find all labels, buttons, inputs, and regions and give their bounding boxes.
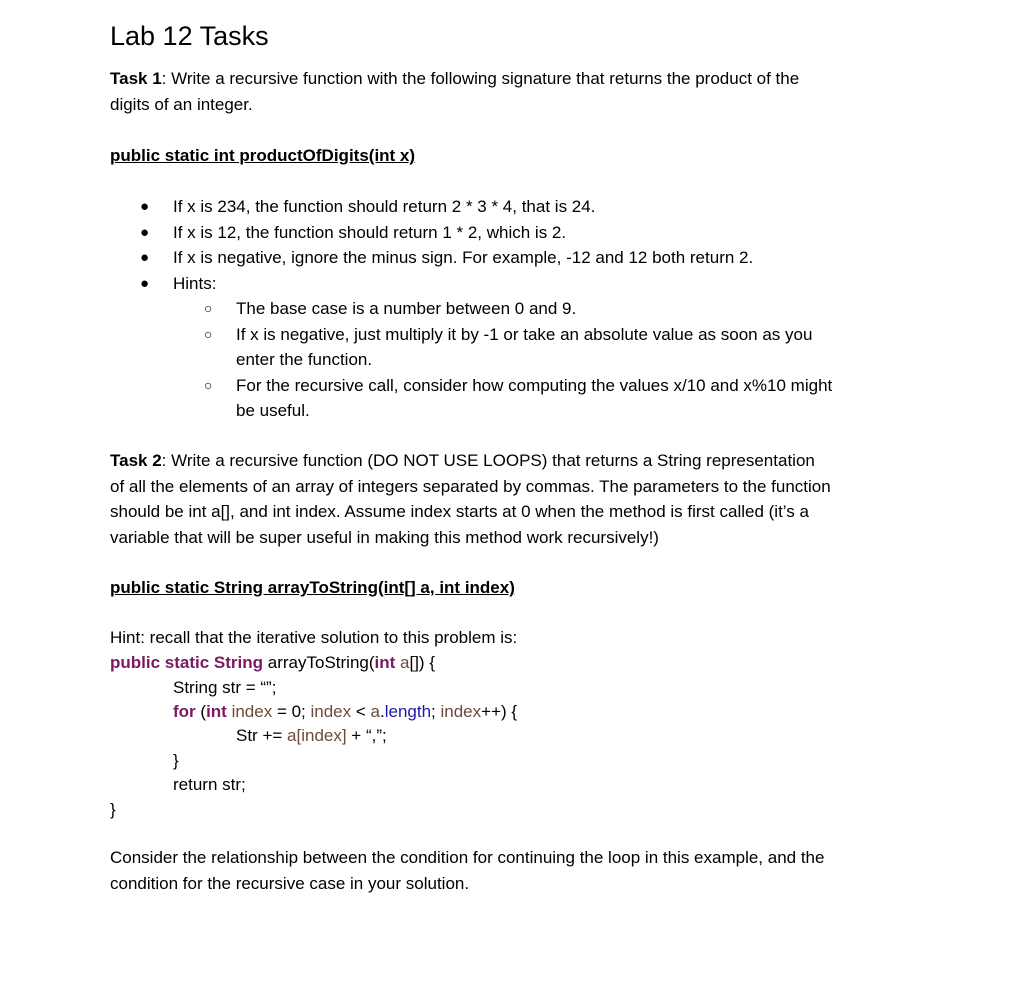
code-keyword: public static String [110, 653, 264, 672]
closing-line2: condition for the recursive case in your solution. [110, 873, 470, 893]
circle-bullet-icon: ○ [204, 377, 213, 393]
code-field: length [384, 702, 432, 721]
code-line-2: String str = “”; [173, 678, 277, 697]
task1-label: Task 1 [110, 69, 162, 88]
code-variable: index [310, 702, 352, 721]
code-text: ; [431, 702, 441, 721]
bullet-icon: ● [140, 198, 150, 215]
bullet-icon: ● [140, 275, 150, 292]
task2-signature: public static String arrayToString(int[] a, int index) [110, 578, 515, 597]
code-text: []) { [409, 653, 435, 672]
hint-text: be useful. [236, 401, 310, 420]
bullet-text: If x is negative, ignore the minus sign. For example, -12 and 12 both return 2. [173, 248, 754, 267]
bullet-text: If x is 12, the function should return 1 * 2, which is 2. [173, 223, 567, 242]
code-text: . [379, 702, 385, 721]
code-text: Str += [236, 726, 288, 745]
code-text: + “,”; [346, 726, 387, 745]
task2-description [110, 448, 930, 550]
code-variable: index [440, 702, 482, 721]
code-variable: a [370, 702, 380, 721]
closing-line1: Consider the relationship between the condition for continuing the loop in this example, and the [110, 848, 825, 867]
bullet-text: If x is 234, the function should return 2 * 3 * 4, that is 24. [173, 197, 596, 216]
code-keyword: int [206, 702, 227, 721]
bullet-icon: ● [140, 249, 150, 266]
code-line-7: } [110, 800, 116, 819]
bullet-text: Hints: [173, 274, 217, 293]
code-keyword: for [173, 702, 196, 721]
code-text: < [351, 702, 371, 721]
code-text: arrayToString( [263, 653, 375, 672]
hint-text: If x is negative, just multiply it by -1 or take an absolute value as soon as you [236, 325, 813, 344]
task2-text-line4: variable that will be super useful in making this method work recursively!) [110, 527, 659, 547]
task2-label: Task 2 [110, 451, 162, 470]
code-variable: a[index] [287, 726, 347, 745]
task2-text-line3: should be int a[], and int index. Assume index starts at 0 when the method is first called (it’s a [110, 502, 809, 521]
code-text: = 0; [272, 702, 311, 721]
code-line-4 [236, 724, 387, 748]
task1-text-line2: digits of an integer. [110, 94, 253, 114]
code-text: ( [195, 702, 207, 721]
task2-closing [110, 845, 930, 896]
task1-text-line1: : Write a recursive function with the following signature that returns the product of the [161, 69, 800, 88]
task1-signature: public static int productOfDigits(int x) [110, 146, 416, 165]
code-text: ++) { [481, 702, 518, 721]
code-keyword: int [374, 653, 396, 672]
task2-text-line2: of all the elements of an array of integers separated by commas. The parameters to the function [110, 476, 831, 496]
hint-intro: Hint: recall that the iterative solution to this problem is: [110, 628, 518, 647]
page-title: Lab 12 Tasks [110, 21, 269, 51]
code-line-3 [173, 700, 517, 724]
circle-bullet-icon: ○ [204, 326, 213, 342]
hint-text: For the recursive call, consider how computing the values x/10 and x%10 might [236, 376, 833, 395]
code-variable: a [395, 653, 410, 672]
code-line-1 [110, 651, 435, 675]
code-line-5: } [173, 751, 179, 770]
task1-description [110, 66, 930, 117]
code-line-6: return str; [173, 775, 246, 794]
circle-bullet-icon: ○ [204, 300, 213, 316]
code-variable: index [226, 702, 273, 721]
task2-text-line1: : Write a recursive function (DO NOT USE LOOPS) that returns a String representation [161, 451, 815, 470]
hint-text: The base case is a number between 0 and 9. [236, 299, 577, 318]
hint-text: enter the function. [236, 350, 373, 369]
bullet-icon: ● [140, 224, 150, 241]
